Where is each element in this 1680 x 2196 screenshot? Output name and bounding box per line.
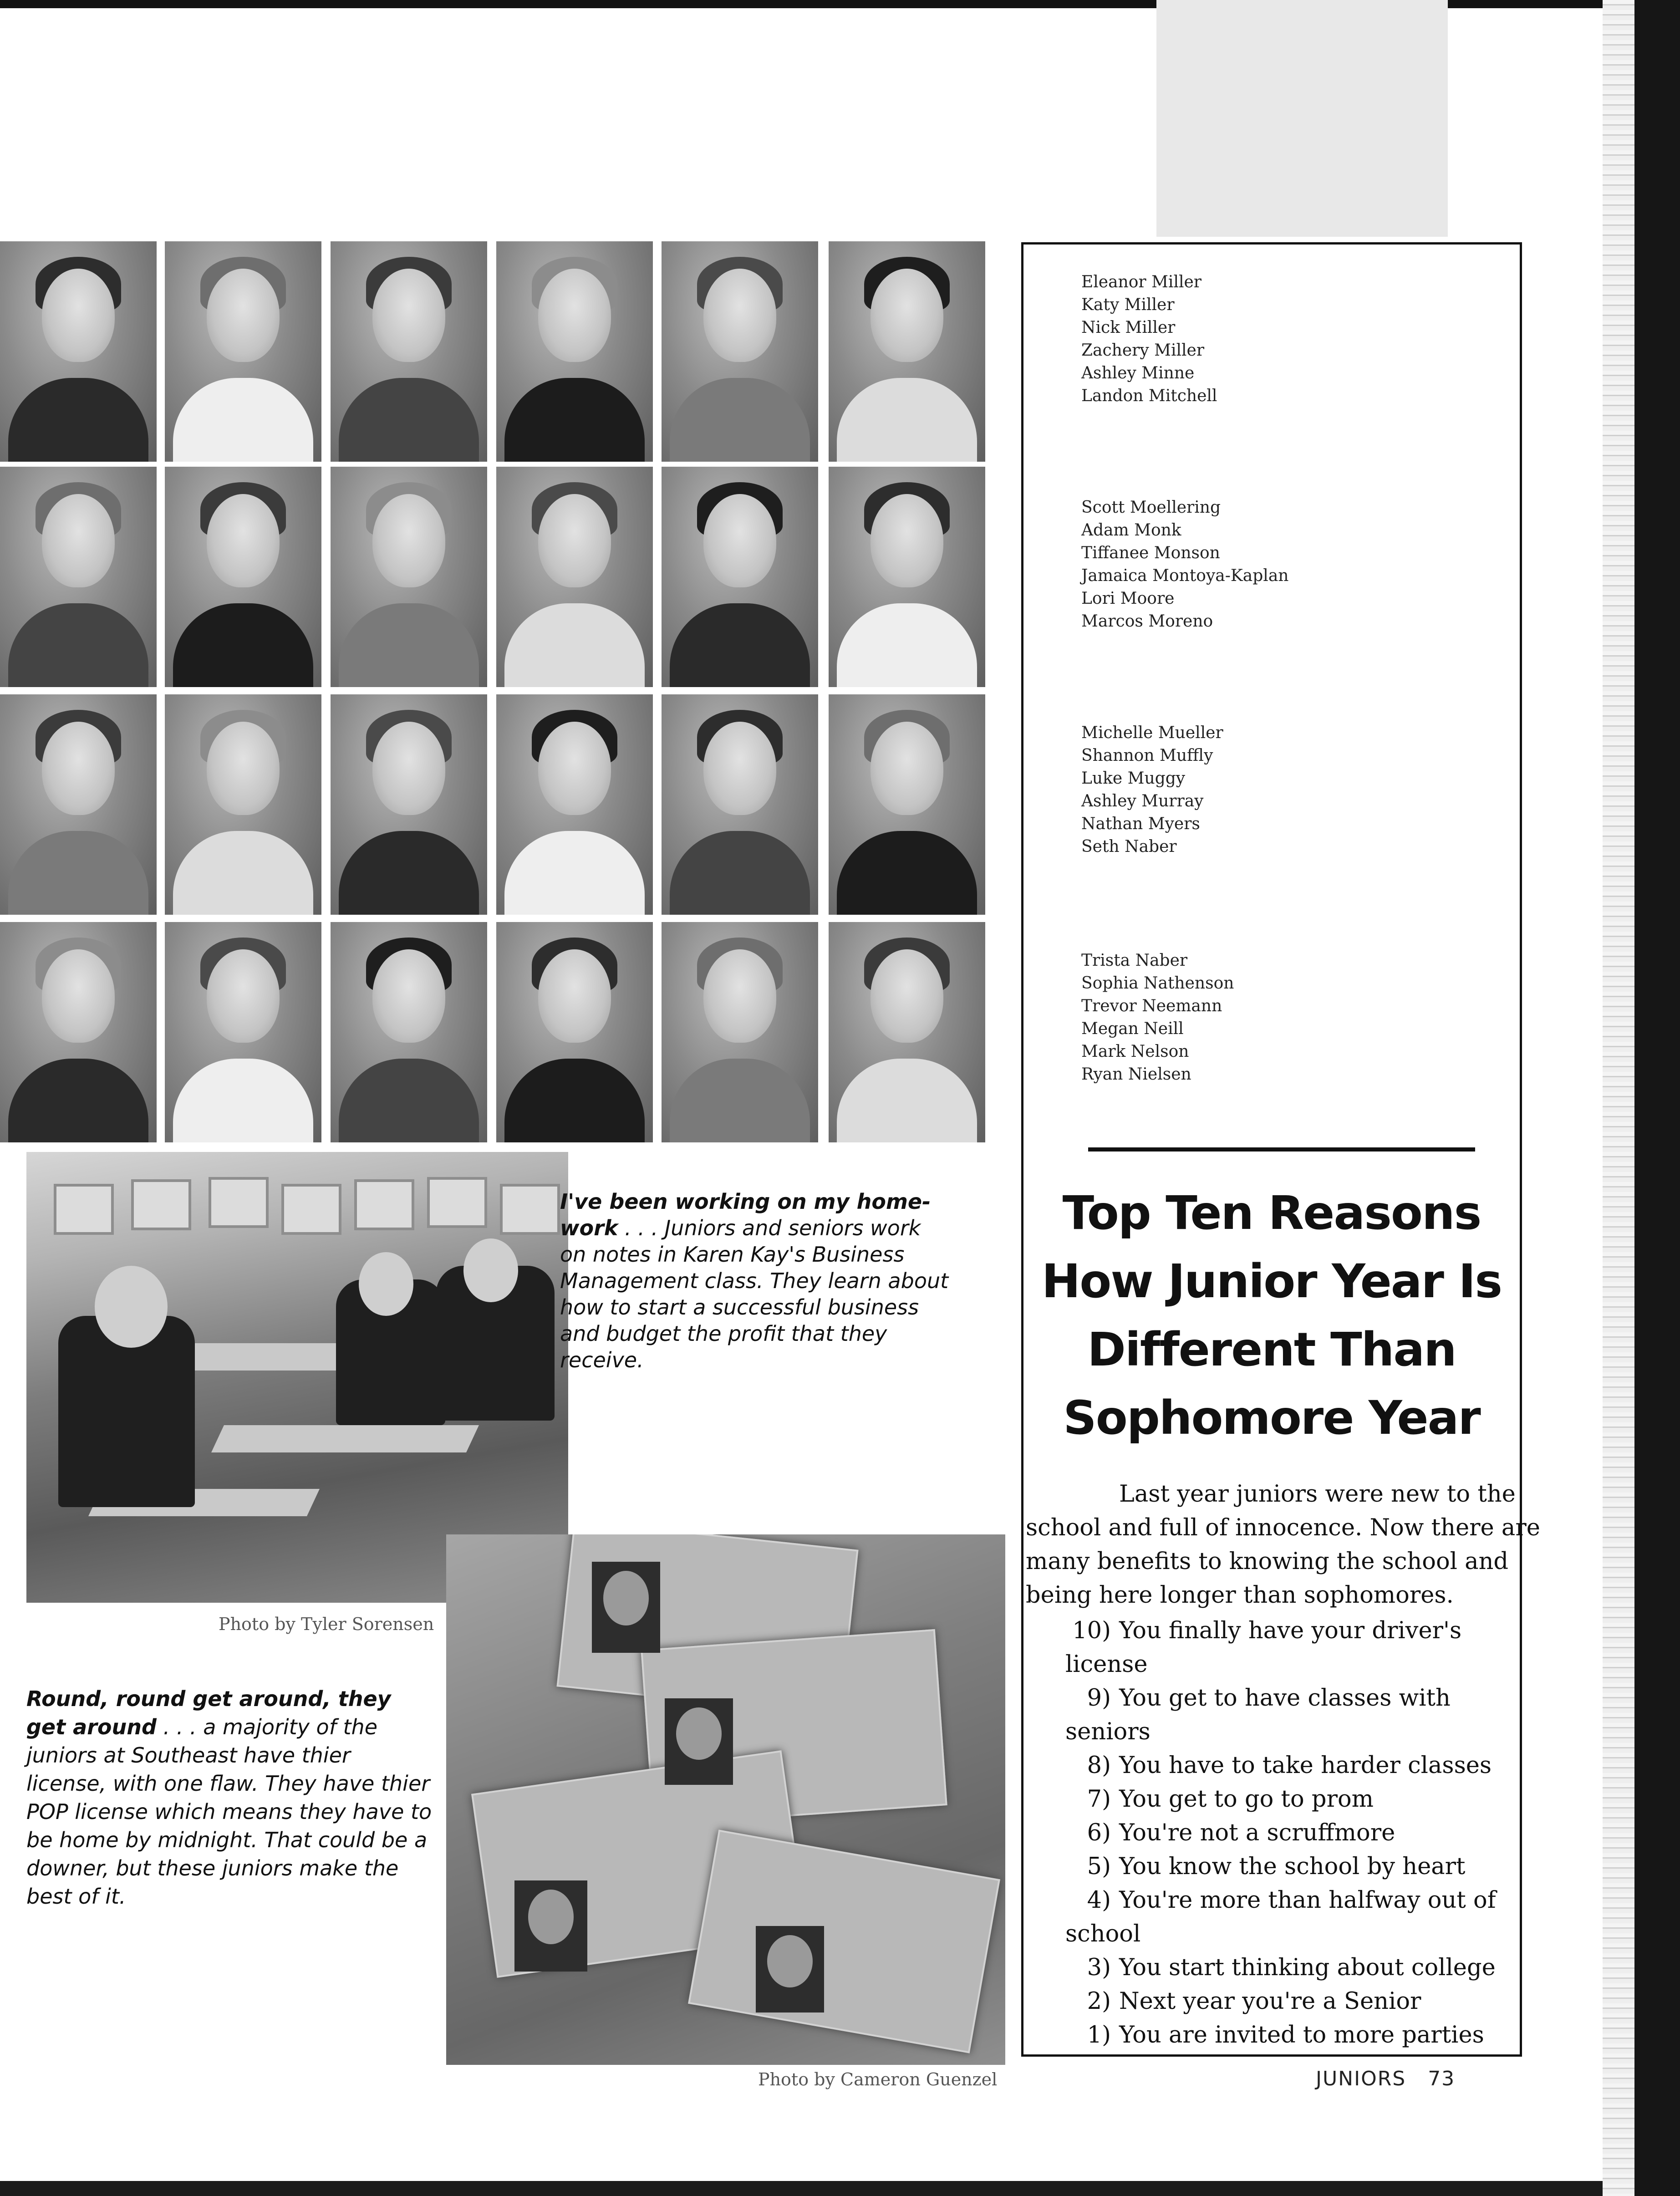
student-portrait <box>829 241 985 462</box>
reason-continuation <box>1065 1648 1521 1681</box>
reason-item <box>1065 1783 1521 1816</box>
reason-text: You're not a scruffmore <box>1119 1819 1395 1846</box>
student-name: Nick Miller <box>1081 318 1176 337</box>
computer-monitor <box>54 1184 114 1235</box>
portrait-shoulders <box>670 1059 810 1142</box>
reason-text: You get to go to prom <box>1119 1786 1374 1813</box>
portrait-face <box>538 494 611 587</box>
reason-number: 3) <box>1087 1954 1111 1981</box>
portrait-shoulders <box>670 603 810 687</box>
student-portrait <box>331 241 487 462</box>
portrait-face <box>42 269 115 362</box>
license-photo-face <box>676 1707 722 1760</box>
reason-line <box>1065 1749 1521 1783</box>
license-card <box>688 1829 1000 2053</box>
reason-continuation <box>1065 1715 1521 1749</box>
portrait-shoulders <box>173 831 313 915</box>
student-portrait <box>496 241 653 462</box>
feature-title-line: How Junior Year Is <box>1041 1254 1502 1309</box>
portrait-shoulders <box>8 378 148 462</box>
reason-item <box>1065 1850 1521 1884</box>
reason-number: 6) <box>1087 1819 1111 1846</box>
student-name: Zachery Miller <box>1081 341 1205 360</box>
reason-line <box>1065 1681 1521 1715</box>
student-name: Nathan Myers <box>1081 815 1200 833</box>
feature-title-line: Top Ten Reasons <box>1062 1186 1481 1240</box>
portrait-grid <box>0 241 990 1145</box>
student-name: Ryan Nielsen <box>1081 1065 1191 1084</box>
reason-number: 8) <box>1087 1752 1111 1779</box>
portrait-face <box>372 269 445 362</box>
reason-number: 2) <box>1087 1988 1111 2015</box>
student-portrait <box>496 467 653 687</box>
student-portrait <box>829 694 985 915</box>
reason-text: You're more than halfway out of <box>1119 1887 1496 1914</box>
portrait-face <box>703 949 776 1043</box>
student-name: Jamaica Montoya-Kaplan <box>1081 566 1289 585</box>
portrait-shoulders <box>173 603 313 687</box>
computer-monitor <box>131 1179 191 1230</box>
portrait-face <box>207 269 280 362</box>
student-portrait <box>165 694 321 915</box>
page-binding-edge <box>1603 0 1680 2196</box>
reason-item <box>1065 1985 1521 2018</box>
student-name: Sophia Nathenson <box>1081 974 1234 993</box>
reason-line <box>1065 1985 1521 2018</box>
classroom-desk <box>211 1425 479 1452</box>
reason-line <box>1065 1816 1521 1850</box>
student-face <box>95 1266 168 1348</box>
portrait-shoulders <box>339 603 479 687</box>
student-name: Eleanor Miller <box>1081 273 1201 291</box>
student-name: Lori Moore <box>1081 589 1175 608</box>
reason-text: license <box>1065 1651 1148 1678</box>
reasons-list <box>1065 1614 1521 2052</box>
reason-item <box>1065 2018 1521 2052</box>
reason-text: seniors <box>1065 1718 1151 1745</box>
portrait-shoulders <box>670 831 810 915</box>
portrait-shoulders <box>837 603 977 687</box>
portrait-face <box>42 494 115 587</box>
reason-continuation <box>1065 1917 1521 1951</box>
reason-text: school <box>1065 1921 1141 1947</box>
student-name: Ashley Murray <box>1081 792 1204 810</box>
feature-intro <box>1026 1478 1540 1612</box>
reason-text: You get to have classes with <box>1119 1685 1451 1712</box>
computer-monitor <box>354 1179 414 1230</box>
student-name: Ashley Minne <box>1081 364 1195 382</box>
intro-line: many benefits to knowing the school and <box>1026 1548 1509 1575</box>
portrait-shoulders <box>8 1059 148 1142</box>
portrait-shoulders <box>339 378 479 462</box>
license-photo-face <box>767 1935 813 1987</box>
reason-line <box>1065 2018 1521 2052</box>
reason-number: 4) <box>1087 1887 1111 1914</box>
license-photo-credit: Photo by Cameron Guenzel <box>758 2069 998 2089</box>
student-name: Landon Mitchell <box>1081 387 1217 405</box>
license-photo <box>446 1534 1005 2065</box>
classroom-caption-lead: I've been working on my home-work <box>560 1189 931 1240</box>
student-portrait <box>496 694 653 915</box>
reason-line <box>1065 1783 1521 1816</box>
license-photo-face <box>603 1571 649 1625</box>
reason-item <box>1065 1614 1521 1681</box>
student-face <box>359 1252 413 1316</box>
student-portrait <box>331 922 487 1142</box>
student-portrait <box>0 922 157 1142</box>
roster-group <box>1081 722 1223 858</box>
portrait-shoulders <box>8 831 148 915</box>
student-name: Scott Moellering <box>1081 498 1221 517</box>
portrait-face <box>372 494 445 587</box>
student-portrait <box>0 241 157 462</box>
reason-number: 1) <box>1087 2022 1111 2048</box>
bottom-border <box>0 2181 1603 2196</box>
license-caption-body: . . . a majority of the juniors at Southeast have thier license, with one flaw. They have thier POP license which means they have to be home by midnight. That could be a downer, but these juniors make the best of it. <box>26 1715 432 1909</box>
feature-title-line: Sophomore Year <box>1063 1391 1480 1445</box>
intro-line: school and full of innocence. Now there are <box>1026 1514 1540 1541</box>
computer-monitor <box>209 1177 269 1228</box>
student-portrait <box>165 241 321 462</box>
student-face <box>463 1238 518 1302</box>
student-portrait <box>829 922 985 1142</box>
student-name: Katy Miller <box>1081 296 1175 314</box>
reason-number: 10) <box>1072 1617 1111 1644</box>
portrait-shoulders <box>504 378 645 462</box>
classroom-caption <box>560 1188 952 1373</box>
portrait-face <box>372 949 445 1043</box>
portrait-face <box>538 949 611 1043</box>
reason-text: You have to take harder classes <box>1119 1752 1492 1779</box>
student-portrait <box>662 694 818 915</box>
student-name: Tiffanee Monson <box>1081 544 1220 562</box>
roster-group <box>1081 271 1217 408</box>
student-portrait <box>0 467 157 687</box>
title-rule <box>1088 1147 1475 1151</box>
student-portrait <box>331 467 487 687</box>
reason-number: 7) <box>1087 1786 1111 1813</box>
license-photo-face <box>528 1890 574 1944</box>
student-portrait <box>165 922 321 1142</box>
reason-text: You are invited to more parties <box>1119 2022 1484 2048</box>
student-portrait <box>331 694 487 915</box>
portrait-face <box>42 722 115 815</box>
student-name: Seth Naber <box>1081 837 1177 856</box>
license-caption <box>26 1685 436 1911</box>
student-portrait <box>662 241 818 462</box>
portrait-shoulders <box>8 603 148 687</box>
portrait-face <box>703 269 776 362</box>
student-name: Megan Neill <box>1081 1019 1184 1038</box>
reason-item <box>1065 1681 1521 1749</box>
portrait-shoulders <box>504 603 645 687</box>
computer-monitor <box>281 1184 341 1235</box>
reason-line <box>1065 1884 1521 1917</box>
footer-section: JUNIORS <box>1316 2067 1406 2090</box>
student-portrait <box>662 922 818 1142</box>
footer-page-number: 73 <box>1428 2067 1456 2090</box>
reason-item <box>1065 1884 1521 1951</box>
portrait-shoulders <box>339 831 479 915</box>
portrait-face <box>871 494 943 587</box>
roster-group <box>1081 949 1234 1086</box>
reason-text: You finally have your driver's <box>1119 1617 1462 1644</box>
intro-line: being here longer than sophomores. <box>1026 1582 1454 1609</box>
student-portrait <box>0 694 157 915</box>
portrait-face <box>871 722 943 815</box>
student-name: Trista Naber <box>1081 951 1188 970</box>
portrait-shoulders <box>173 1059 313 1142</box>
portrait-face <box>372 722 445 815</box>
portrait-shoulders <box>504 831 645 915</box>
reason-line <box>1065 1614 1521 1648</box>
portrait-face <box>207 722 280 815</box>
portrait-shoulders <box>837 831 977 915</box>
student-name: Mark Nelson <box>1081 1042 1189 1061</box>
portrait-face <box>703 722 776 815</box>
intro-line: Last year juniors were new to the <box>1119 1481 1516 1508</box>
reason-line <box>1065 1850 1521 1884</box>
student-name: Marcos Moreno <box>1081 612 1213 631</box>
reason-number: 9) <box>1087 1685 1111 1712</box>
reason-number: 5) <box>1087 1853 1111 1880</box>
gray-tab-block <box>1156 0 1448 237</box>
student-portrait <box>829 467 985 687</box>
portrait-shoulders <box>837 378 977 462</box>
portrait-shoulders <box>173 378 313 462</box>
student-name: Adam Monk <box>1081 521 1181 540</box>
portrait-face <box>42 949 115 1043</box>
student-portrait <box>662 467 818 687</box>
reason-text: You start thinking about college <box>1119 1954 1496 1981</box>
portrait-face <box>207 494 280 587</box>
student-portrait <box>496 922 653 1142</box>
reason-text: You know the school by heart <box>1119 1853 1466 1880</box>
student-name: Trevor Neemann <box>1081 997 1222 1015</box>
license-caption-lead: Round, round get around, they get around <box>26 1686 391 1739</box>
feature-title-line: Different Than <box>1087 1323 1456 1377</box>
roster-group <box>1081 496 1288 633</box>
portrait-face <box>538 269 611 362</box>
portrait-face <box>703 494 776 587</box>
portrait-shoulders <box>339 1059 479 1142</box>
classroom-photo-credit: Photo by Tyler Sorensen <box>219 1614 434 1634</box>
reason-item <box>1065 1749 1521 1783</box>
portrait-face <box>538 722 611 815</box>
portrait-face <box>871 269 943 362</box>
student-name: Shannon Muffly <box>1081 746 1213 765</box>
reason-text: Next year you're a Senior <box>1119 1988 1421 2015</box>
portrait-shoulders <box>670 378 810 462</box>
reason-item <box>1065 1951 1521 1985</box>
portrait-face <box>871 949 943 1043</box>
student-portrait <box>165 467 321 687</box>
portrait-shoulders <box>837 1059 977 1142</box>
reason-line <box>1065 1951 1521 1985</box>
feature-title <box>1021 1179 1522 1452</box>
computer-monitor <box>427 1177 487 1228</box>
student-name: Michelle Mueller <box>1081 724 1223 742</box>
page-footer <box>1316 2067 1455 2090</box>
classroom-caption-body: . . . Juniors and seniors work on notes in Karen Kay's Business Management class. They learn about how to start a successful business and budget the profit that they receive. <box>560 1216 949 1372</box>
student-name: Luke Muggy <box>1081 769 1186 788</box>
portrait-face <box>207 949 280 1043</box>
portrait-shoulders <box>504 1059 645 1142</box>
computer-monitor <box>500 1184 560 1235</box>
reason-item <box>1065 1816 1521 1850</box>
